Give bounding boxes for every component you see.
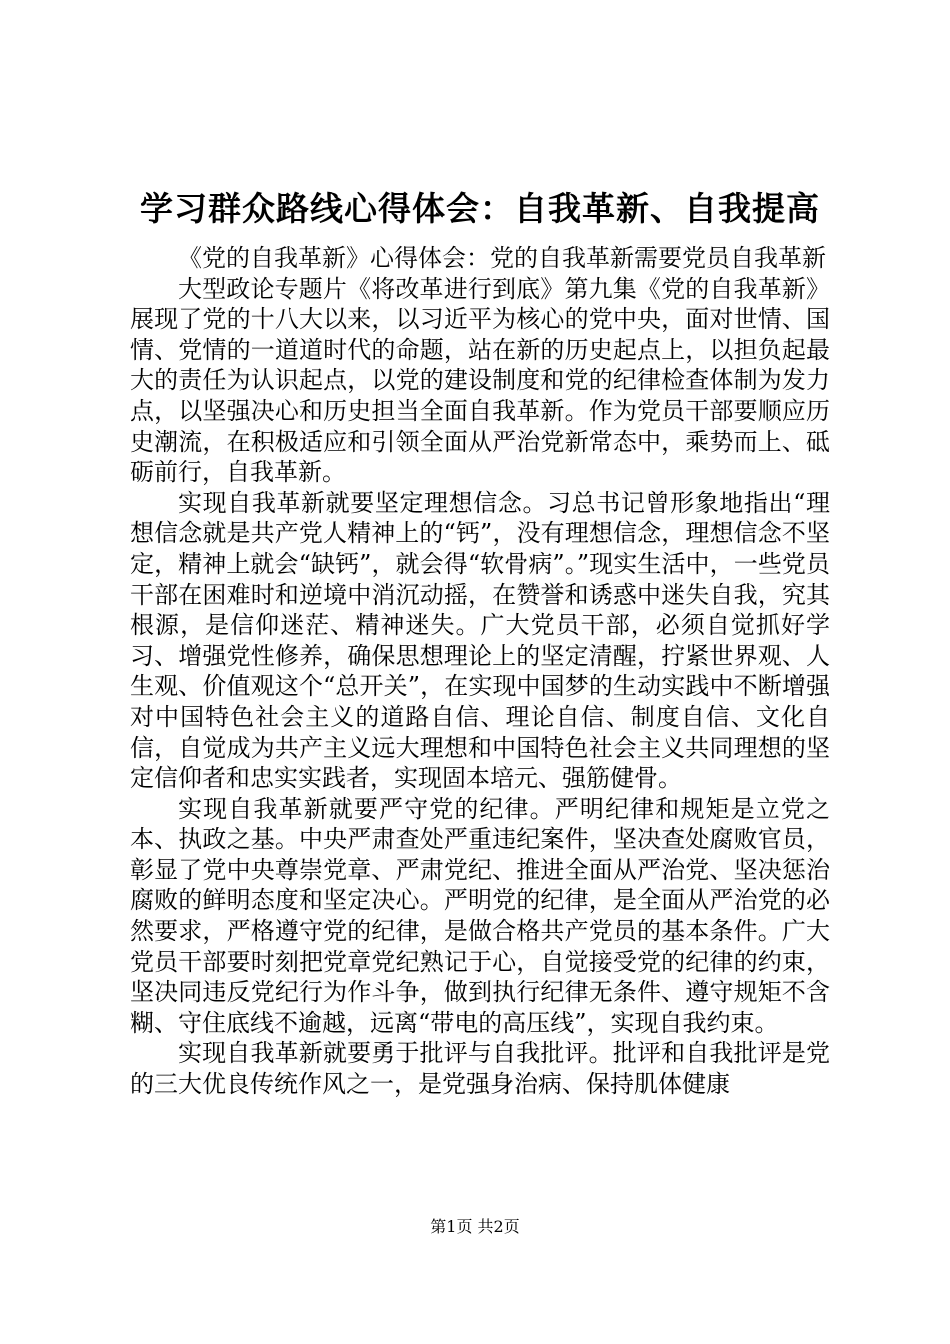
paragraph: 实现自我革新就要严守党的纪律。严明纪律和规矩是立党之本、执政之基。中央严肃查处严重违纪案件，坚决查处腐败官员，彰显了党中央尊崇党章、严肃党纪、推进全面从严治党、坚决惩治腐败的鲜明态度和坚定决心。严明党的纪律，是全面从严治党的必然要求，严格遵守党的纪律，是做合格共产党员的基本条件。广大党员干部要时刻把党章党纪熟记于心，自觉接受党的纪律的约束，坚决同违反党纪行为作斗争，做到执行纪律无条件、遵守规矩不含糊、守住底线不逾越，远离“带电的高压线”，实现自我约束。	[130, 794, 830, 1037]
page-number-footer: 第1页 共2页	[430, 1217, 520, 1236]
document-body	[130, 243, 830, 1100]
paragraph: 实现自我革新就要勇于批评与自我批评。批评和自我批评是党的三大优良传统作风之一，是党强身治病、保持肌体健康	[130, 1039, 830, 1099]
paragraph: 《党的自我革新》心得体会：党的自我革新需要党员自我革新	[178, 244, 826, 272]
paragraph: 大型政论专题片《将改革进行到底》第九集《党的自我革新》展现了党的十八大以来，以习近平为核心的党中央，面对世情、国情、党情的一道道时代的命题，站在新的历史起点上，以担负起最大的责任为认识起点，以党的建设制度和党的纪律检查体制为发力点，以坚强决心和历史担当全面自我革新。作为党员干部要顺应历史潮流，在积极适应和引领全面从严治党新常态中，乘势而上、砥砺前行，自我革新。	[130, 274, 830, 487]
document-title: 学习群众路线心得体会：自我革新、自我提高	[140, 189, 820, 228]
paragraph: 实现自我革新就要坚定理想信念。习总书记曾形象地指出“理想信念就是共产党人精神上的“钙”，没有理想信念，理想信念不坚定，精神上就会“缺钙”，就会得“软骨病”。”现实生活中，一些党员干部在困难时和逆境中消沉动摇，在赞誉和诱惑中迷失自我，究其根源，是信仰迷茫、精神迷失。广大党员干部，必须自觉抓好学习、增强党性修养，确保思想理论上的坚定清醒，拧紧世界观、人生观、价值观这个“总开关”，在实现中国梦的生动实践中不断增强对中国特色社会主义的道路自信、理论自信、制度自信、文化自信，自觉成为共产主义远大理想和中国特色社会主义共同理想的坚定信仰者和忠实实践者，实现固本培元、强筋健骨。	[130, 488, 830, 793]
